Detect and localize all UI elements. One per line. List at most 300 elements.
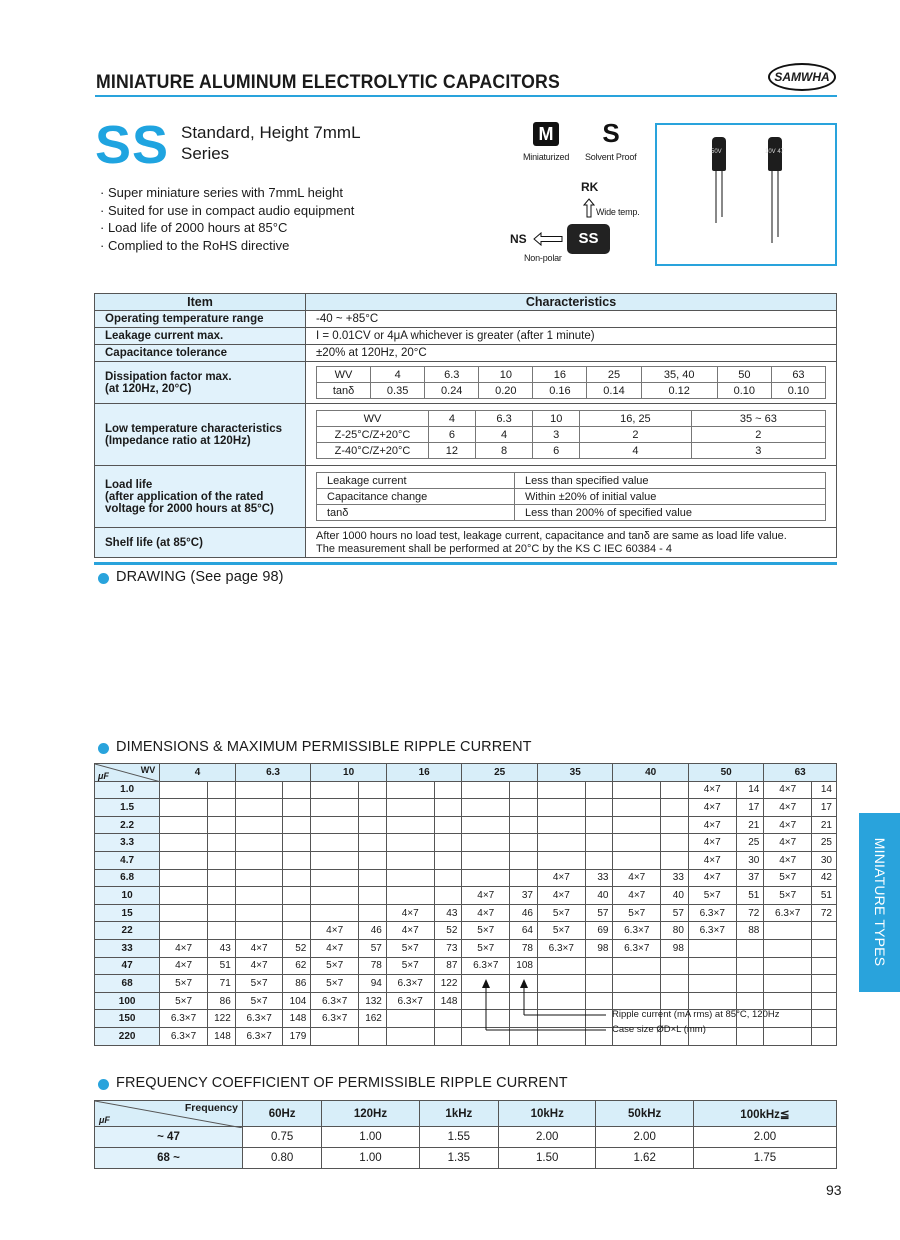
coefficient-cell: 2.00 (498, 1127, 595, 1148)
ripple-current-cell (207, 834, 235, 852)
corner-cell (95, 1101, 243, 1127)
case-size-cell (386, 869, 434, 887)
capacitance-cell: 100 (95, 992, 160, 1010)
cell: 8 (475, 443, 533, 459)
ripple-current-cell: 25 (812, 834, 837, 852)
case-size-cell (235, 781, 283, 799)
case-size-cell (462, 851, 510, 869)
capacitance-cell: 10 (95, 887, 160, 905)
low-temp-subtable (316, 410, 826, 459)
ripple-current-cell (283, 816, 311, 834)
ripple-current-cell: 51 (736, 887, 764, 905)
case-size-cell (764, 1027, 812, 1045)
cell: 6.3 (425, 367, 479, 383)
series-title (181, 122, 361, 164)
cell: Z-25°C/Z+20°C (317, 427, 429, 443)
case-size-cell: 4×7 (235, 957, 283, 975)
ripple-current-cell (358, 781, 386, 799)
case-size-cell (160, 887, 208, 905)
case-size-cell: 6.3×7 (688, 922, 736, 940)
table-row (95, 939, 837, 957)
load-life-item-line2: (after application of the rated (105, 490, 264, 503)
dissipation-tand-row (317, 383, 826, 399)
case-size-cell (160, 922, 208, 940)
ripple-current-cell (585, 834, 613, 852)
case-size-cell (613, 957, 661, 975)
ripple-current-cell (358, 799, 386, 817)
case-size-cell (311, 1027, 359, 1045)
case-size-cell: 4×7 (160, 957, 208, 975)
drawing-heading-text: DRAWING (116, 569, 187, 585)
cell: 0.20 (479, 383, 533, 399)
ripple-current-cell (510, 834, 538, 852)
case-size-cell (235, 869, 283, 887)
case-size-cell (764, 957, 812, 975)
table-row (95, 992, 837, 1010)
voltage-header: 35 (537, 764, 612, 782)
shelf-life-item: Shelf life (at 85°C) (95, 528, 306, 558)
table-row (95, 834, 837, 852)
table-row (95, 869, 837, 887)
freq-header: 100kHz≦ (693, 1101, 836, 1127)
case-size-cell: 4×7 (537, 869, 585, 887)
ripple-current-cell: 21 (812, 816, 837, 834)
ripple-current-cell: 148 (207, 1027, 235, 1045)
case-size-cell (235, 834, 283, 852)
ripple-current-cell (812, 975, 837, 993)
ripple-current-cell (358, 851, 386, 869)
ripple-current-cell (736, 975, 764, 993)
cap-range: 68 ~ (95, 1148, 243, 1169)
feature-item: · Super miniature series with 7mmL height (100, 184, 354, 202)
cell: WV (317, 411, 429, 427)
coefficient-cell: 1.00 (322, 1127, 419, 1148)
case-size-cell: 5×7 (386, 957, 434, 975)
ripple-current-cell (358, 869, 386, 887)
cell: Capacitance change (317, 489, 515, 505)
table-row (95, 1127, 837, 1148)
cell: 10 (479, 367, 533, 383)
case-size-cell (311, 869, 359, 887)
table-row (95, 922, 837, 940)
case-size-cell (688, 957, 736, 975)
case-size-cell (160, 904, 208, 922)
case-size-cell (235, 887, 283, 905)
case-size-cell: 6.3×7 (235, 1010, 283, 1028)
case-size-cell: 4×7 (311, 939, 359, 957)
ripple-current-cell: 43 (207, 939, 235, 957)
op-temp-item: Operating temperature range (95, 311, 306, 328)
tolerance-value: ±20% at 120Hz, 20°C (306, 345, 837, 362)
case-size-cell (537, 781, 585, 799)
case-size-cell (537, 851, 585, 869)
side-tab-label: MINIATURE TYPES (872, 837, 888, 967)
case-size-cell: 6.3×7 (386, 992, 434, 1010)
ripple-current-cell: 98 (585, 939, 613, 957)
ripple-current-cell: 14 (812, 781, 837, 799)
case-size-cell (613, 799, 661, 817)
case-size-cell: 5×7 (537, 904, 585, 922)
voltage-header: 6.3 (235, 764, 311, 782)
ripple-current-cell: 37 (736, 869, 764, 887)
case-size-cell (462, 799, 510, 817)
low-temp-item-line1: Low temperature characteristics (105, 422, 283, 435)
table-row (95, 781, 837, 799)
ripple-current-cell (358, 1027, 386, 1045)
case-size-cell: 6.3×7 (160, 1027, 208, 1045)
case-size-cell: 5×7 (764, 869, 812, 887)
table-row (95, 887, 837, 905)
freq-header: 10kHz (498, 1101, 595, 1127)
cell: 4 (371, 367, 425, 383)
cell: 50 (717, 367, 771, 383)
coefficient-cell: 1.62 (596, 1148, 693, 1169)
shelf-life-line1: After 1000 hours no load test, leakage current, capacitance and tanδ are same as load life value. (316, 529, 787, 542)
cell: tanδ (317, 383, 371, 399)
ripple-current-cell (283, 834, 311, 852)
case-size-cell (386, 816, 434, 834)
ripple-current-cell: 162 (358, 1010, 386, 1028)
ripple-current-cell: 17 (736, 799, 764, 817)
ripple-current-cell: 46 (358, 922, 386, 940)
ripple-table-body (95, 781, 837, 1045)
leakage-value: I = 0.01CV or 4μA whichever is greater (after 1 minute) (306, 328, 837, 345)
case-size-cell (537, 799, 585, 817)
capacitance-cell: 3.3 (95, 834, 160, 852)
case-size-cell (311, 904, 359, 922)
frequency-table (94, 1100, 837, 1169)
ripple-current-cell (207, 922, 235, 940)
ripple-current-cell (585, 799, 613, 817)
cell: 3 (533, 427, 580, 443)
ripple-current-cell (358, 834, 386, 852)
arrow-up-icon (583, 198, 595, 218)
tolerance-item: Capacitance tolerance (95, 345, 306, 362)
bullet-icon (98, 743, 109, 754)
case-size-cell (160, 816, 208, 834)
ripple-current-cell (434, 816, 462, 834)
capacitor-marking: 10V 47 (765, 149, 785, 155)
shelf-life-value (306, 528, 837, 558)
ripple-current-cell: 72 (736, 904, 764, 922)
ss-series-badge: SS (567, 224, 610, 254)
coefficient-cell: 0.80 (243, 1148, 322, 1169)
case-size-cell: 4×7 (462, 904, 510, 922)
case-size-cell: 4×7 (764, 851, 812, 869)
table-row (95, 1148, 837, 1169)
capacitance-cell: 1.0 (95, 781, 160, 799)
case-size-cell (613, 851, 661, 869)
corner-frequency-label: Frequency (184, 1102, 238, 1114)
samwha-logo: SAMWHA (768, 63, 836, 91)
ripple-current-cell: 72 (812, 904, 837, 922)
case-size-cell (386, 887, 434, 905)
case-size-cell: 5×7 (462, 939, 510, 957)
ripple-current-cell (510, 851, 538, 869)
case-size-cell: 6.3×7 (160, 1010, 208, 1028)
capacitor-marking: 50V (711, 149, 722, 155)
case-size-cell: 4×7 (311, 922, 359, 940)
coefficient-cell: 1.50 (498, 1148, 595, 1169)
ripple-current-cell (434, 851, 462, 869)
table-row (95, 816, 837, 834)
ripple-current-cell (207, 816, 235, 834)
voltage-header: 16 (386, 764, 462, 782)
product-photo (655, 123, 837, 266)
op-temp-value: -40 ~ +85°C (306, 311, 837, 328)
cell: 35, 40 (641, 367, 717, 383)
cap-range: ~ 47 (95, 1127, 243, 1148)
ripple-current-cell (812, 992, 837, 1010)
ripple-current-cell (661, 975, 689, 993)
ripple-current-cell (434, 799, 462, 817)
capacitance-cell: 2.2 (95, 816, 160, 834)
case-size-cell (235, 816, 283, 834)
ripple-current-cell: 33 (661, 869, 689, 887)
low-temp-wv-row (317, 411, 826, 427)
case-size-cell: 5×7 (688, 887, 736, 905)
ripple-current-cell: 73 (434, 939, 462, 957)
case-size-cell (160, 851, 208, 869)
ripple-current-cell: 30 (736, 851, 764, 869)
ripple-current-cell (585, 851, 613, 869)
low-temp-item (95, 404, 306, 466)
coefficient-cell: 1.75 (693, 1148, 836, 1169)
ripple-current-cell (207, 799, 235, 817)
case-size-cell: 6.3×7 (613, 939, 661, 957)
case-size-cell: 4×7 (386, 922, 434, 940)
case-size-cell (764, 975, 812, 993)
case-size-cell (537, 834, 585, 852)
case-size-cell (386, 1010, 434, 1028)
ripple-current-cell: 17 (812, 799, 837, 817)
case-size-cell: 6.3×7 (462, 957, 510, 975)
case-size-cell: 4×7 (160, 939, 208, 957)
section-rule (94, 562, 837, 565)
col-item-header: Item (95, 294, 306, 311)
ripple-current-cell (283, 869, 311, 887)
ripple-current-cell (358, 904, 386, 922)
cell: 6 (533, 443, 580, 459)
cell: 0.12 (641, 383, 717, 399)
case-size-cell (613, 816, 661, 834)
case-size-cell: 4×7 (688, 851, 736, 869)
ripple-current-cell (585, 957, 613, 975)
capacitor-lead (721, 171, 723, 217)
cell: 0.14 (587, 383, 641, 399)
series-code: SS (95, 115, 170, 175)
low-temp-item-line2: (Impedance ratio at 120Hz) (105, 434, 251, 447)
ripple-current-cell: 51 (207, 957, 235, 975)
ripple-current-cell: 57 (358, 939, 386, 957)
ripple-current-cell (434, 887, 462, 905)
cell: 10 (533, 411, 580, 427)
load-life-row (317, 489, 826, 505)
case-size-cell: 5×7 (613, 904, 661, 922)
case-size-cell (235, 799, 283, 817)
load-life-value (306, 466, 837, 528)
ripple-current-cell (812, 957, 837, 975)
case-size-cell (311, 781, 359, 799)
capacitance-cell: 33 (95, 939, 160, 957)
cell: 2 (691, 427, 825, 443)
ripple-current-cell (736, 1027, 764, 1045)
cell: 0.10 (717, 383, 771, 399)
col-characteristics-header: Characteristics (306, 294, 837, 311)
case-size-cell: 6.3×7 (613, 922, 661, 940)
ripple-current-cell: 87 (434, 957, 462, 975)
ripple-current-cell: 179 (283, 1027, 311, 1045)
coefficient-cell: 1.00 (322, 1148, 419, 1169)
corner-wv-label: WV (140, 765, 156, 775)
case-size-cell: 6.3×7 (537, 939, 585, 957)
cell: 4 (580, 443, 692, 459)
case-size-cell: 6.3×7 (688, 904, 736, 922)
case-size-cell: 4×7 (764, 816, 812, 834)
ripple-current-cell: 43 (434, 904, 462, 922)
case-size-cell (613, 834, 661, 852)
case-size-cell: 6.3×7 (386, 975, 434, 993)
ripple-current-cell (283, 904, 311, 922)
case-size-cell: 5×7 (462, 922, 510, 940)
ripple-current-cell (661, 992, 689, 1010)
capacitor-lead (715, 171, 717, 223)
load-life-item-line1: Load life (105, 478, 153, 491)
ripple-current-cell (661, 799, 689, 817)
cell: 3 (691, 443, 825, 459)
ripple-current-cell (434, 1027, 462, 1045)
ripple-current-cell: 57 (661, 904, 689, 922)
ripple-current-cell: 42 (812, 869, 837, 887)
capacitance-cell: 22 (95, 922, 160, 940)
case-size-cell (613, 975, 661, 993)
ripple-header-row (95, 764, 837, 782)
cell: WV (317, 367, 371, 383)
dissipation-wv-row (317, 367, 826, 383)
case-size-cell (613, 992, 661, 1010)
drawing-page-ref: (See page 98) (190, 569, 284, 585)
ripple-current-cell: 104 (283, 992, 311, 1010)
ripple-current-cell (358, 887, 386, 905)
bullet-icon (98, 1079, 109, 1090)
side-tab (859, 813, 900, 992)
non-polar-label: Non-polar (524, 253, 562, 263)
case-size-cell: 5×7 (160, 975, 208, 993)
ripple-current-cell: 62 (283, 957, 311, 975)
case-size-cell: 5×7 (160, 992, 208, 1010)
coefficient-cell: 0.75 (243, 1127, 322, 1148)
load-life-subtable (316, 472, 826, 521)
ripple-current-cell: 25 (736, 834, 764, 852)
case-size-cell: 5×7 (235, 975, 283, 993)
bullet-icon (98, 573, 109, 584)
case-size-cell (235, 922, 283, 940)
cell: 4 (475, 427, 533, 443)
case-size-cell: 4×7 (764, 799, 812, 817)
capacitance-cell: 1.5 (95, 799, 160, 817)
case-size-cell (160, 834, 208, 852)
ripple-current-cell (207, 781, 235, 799)
capacitance-cell: 15 (95, 904, 160, 922)
ripple-current-cell: 88 (736, 922, 764, 940)
case-size-cell: 4×7 (235, 939, 283, 957)
case-size-cell (311, 816, 359, 834)
ripple-current-cell: 69 (585, 922, 613, 940)
freq-header: 1kHz (419, 1101, 498, 1127)
m-letter: M (533, 122, 559, 146)
ripple-current-cell (661, 816, 689, 834)
case-size-cell: 5×7 (311, 975, 359, 993)
ripple-current-cell: 37 (510, 887, 538, 905)
ripple-current-cell (283, 887, 311, 905)
ripple-current-cell: 94 (358, 975, 386, 993)
ripple-current-cell (736, 957, 764, 975)
ripple-current-cell: 122 (207, 1010, 235, 1028)
cell: 16, 25 (580, 411, 692, 427)
ripple-current-cell: 46 (510, 904, 538, 922)
case-size-cell (386, 851, 434, 869)
capacitance-cell: 220 (95, 1027, 160, 1045)
case-size-cell: 5×7 (235, 992, 283, 1010)
cell: 25 (587, 367, 641, 383)
coefficient-cell: 1.35 (419, 1148, 498, 1169)
feature-item: · Complied to the RoHS directive (100, 237, 354, 255)
ripple-current-cell (207, 887, 235, 905)
cell: 0.24 (425, 383, 479, 399)
case-size-cell (462, 834, 510, 852)
arrow-head-icon (520, 979, 528, 988)
case-size-cell: 4×7 (613, 869, 661, 887)
arrow-head-icon (482, 979, 490, 988)
ripple-current-cell (585, 816, 613, 834)
ripple-current-cell (510, 869, 538, 887)
ripple-current-cell: 57 (585, 904, 613, 922)
cell: 4 (429, 411, 476, 427)
corner-uf-label: μF (99, 1115, 110, 1125)
cell: 63 (771, 367, 825, 383)
ripple-current-cell (812, 939, 837, 957)
feature-item: · Suited for use in compact audio equipment (100, 202, 354, 220)
ripple-current-cell (736, 992, 764, 1010)
miniaturized-symbol-icon (531, 120, 561, 146)
table-row (95, 904, 837, 922)
ripple-current-cell: 40 (661, 887, 689, 905)
case-size-cell (462, 816, 510, 834)
ripple-current-cell (661, 834, 689, 852)
leakage-item: Leakage current max. (95, 328, 306, 345)
load-life-item (95, 466, 306, 528)
ripple-current-cell (812, 922, 837, 940)
ripple-current-cell: 71 (207, 975, 235, 993)
ripple-note: Ripple current (mA rms) at 85°C, 120Hz (612, 1009, 780, 1020)
case-size-cell: 5×7 (386, 939, 434, 957)
table-row (95, 975, 837, 993)
ripple-current-cell (207, 851, 235, 869)
wide-temp-label: Wide temp. (596, 207, 640, 217)
capacitor-lead (777, 171, 779, 237)
case-size-cell: 4×7 (764, 834, 812, 852)
cell: 35 ~ 63 (691, 411, 825, 427)
miniaturized-label: Miniaturized (523, 152, 570, 162)
ripple-current-cell (661, 851, 689, 869)
ripple-current-cell: 33 (585, 869, 613, 887)
characteristics-table (94, 293, 837, 558)
ripple-current-cell (207, 904, 235, 922)
ripple-current-cell (661, 781, 689, 799)
series-title-line2: Series (181, 144, 230, 163)
ripple-current-cell (434, 834, 462, 852)
cell: Within ±20% of initial value (515, 489, 826, 505)
